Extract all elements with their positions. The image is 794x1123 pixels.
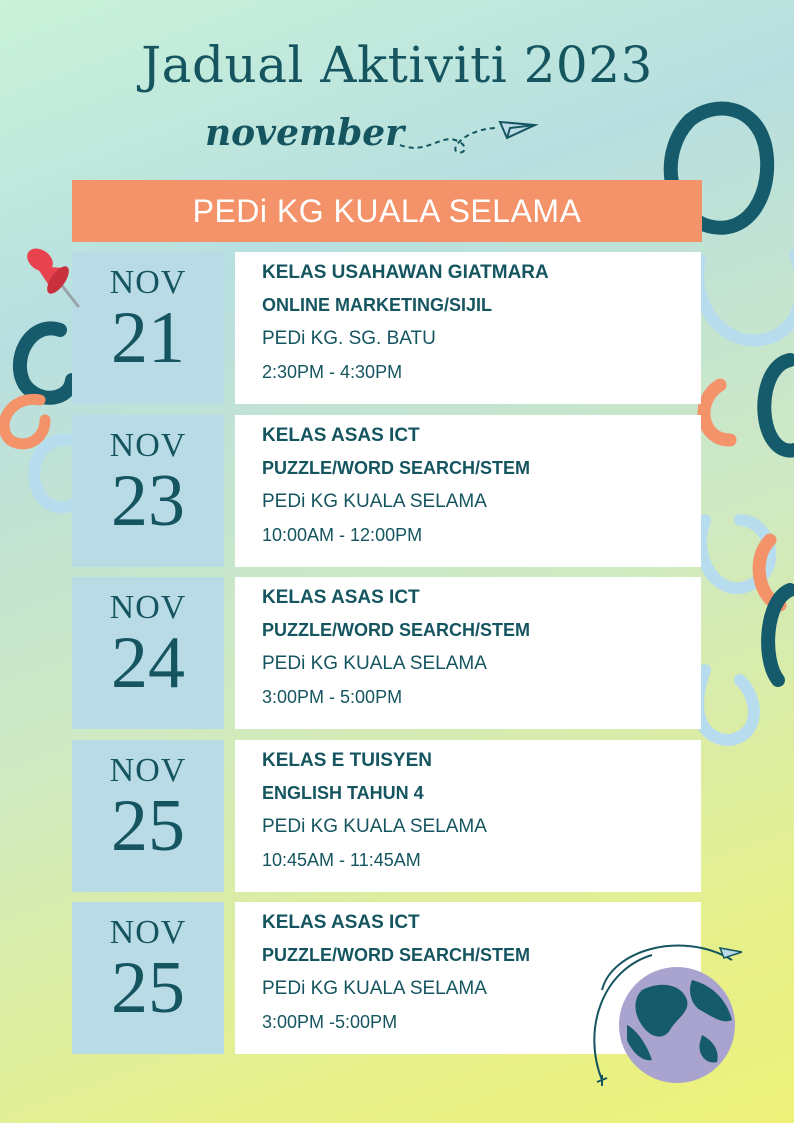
event-month: NOV	[109, 264, 187, 301]
date-box	[72, 740, 224, 892]
event-month: NOV	[109, 914, 187, 951]
event-subtitle: ONLINE MARKETING/SIJIL	[262, 295, 493, 315]
event-location: PEDi KG KUALA SELAMA	[262, 816, 487, 837]
event-time: 10:45AM - 11:45AM	[262, 850, 421, 870]
event-title: KELAS ASAS ICT	[262, 587, 420, 608]
month-label: november	[205, 112, 405, 154]
event-subtitle: PUZZLE/WORD SEARCH/STEM	[262, 945, 530, 965]
event-location: PEDi KG. SG. BATU	[262, 328, 436, 349]
event-time: 10:00AM - 12:00PM	[262, 525, 423, 545]
event-details	[235, 740, 701, 892]
event-title: KELAS ASAS ICT	[262, 425, 420, 446]
event-day: 23	[111, 460, 185, 542]
event-title: KELAS USAHAWAN GIATMARA	[262, 262, 549, 283]
event-day: 21	[111, 297, 185, 379]
globe-icon	[572, 930, 772, 1090]
event-details	[235, 577, 701, 729]
event-day: 24	[111, 622, 185, 704]
event-details	[235, 252, 701, 404]
date-box	[72, 902, 224, 1054]
event-details	[235, 415, 701, 567]
page-title: Jadual Aktiviti 2023	[141, 36, 653, 94]
event-subtitle: PUZZLE/WORD SEARCH/STEM	[262, 620, 530, 640]
push-pin-icon	[18, 238, 88, 318]
event-item	[72, 740, 706, 892]
event-month: NOV	[109, 427, 187, 464]
event-location: PEDi KG KUALA SELAMA	[262, 491, 487, 512]
event-item	[72, 252, 706, 404]
date-box	[72, 415, 224, 567]
event-day: 25	[111, 785, 185, 867]
event-item	[72, 577, 706, 729]
event-title: KELAS ASAS ICT	[262, 912, 420, 933]
event-subtitle: ENGLISH TAHUN 4	[262, 783, 424, 803]
event-time: 3:00PM - 5:00PM	[262, 687, 403, 707]
event-time: 3:00PM -5:00PM	[262, 1012, 398, 1032]
event-time: 2:30PM - 4:30PM	[262, 362, 403, 382]
event-location: PEDi KG KUALA SELAMA	[262, 978, 487, 999]
event-location: PEDi KG KUALA SELAMA	[262, 653, 487, 674]
event-month: NOV	[109, 752, 187, 789]
event-day: 25	[111, 947, 185, 1029]
event-item	[72, 415, 706, 567]
date-box	[72, 577, 224, 729]
paper-plane-icon	[395, 100, 545, 160]
location-banner: PEDi KG KUALA SELAMA	[72, 180, 702, 242]
event-subtitle: PUZZLE/WORD SEARCH/STEM	[262, 458, 530, 478]
event-month: NOV	[109, 589, 187, 626]
date-box	[72, 252, 224, 404]
event-title: KELAS E TUISYEN	[262, 750, 432, 771]
